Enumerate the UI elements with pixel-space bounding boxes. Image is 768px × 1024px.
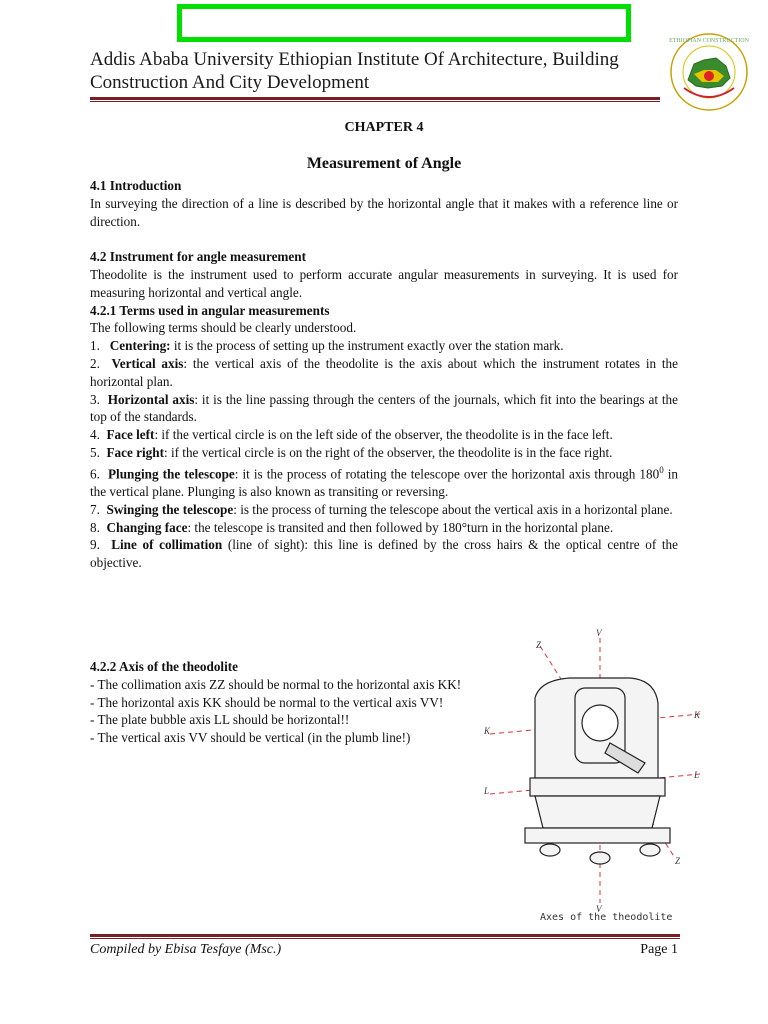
term-item: 5. Face right: if the vertical circle is on the right of the observer, the theodolite is in the face right.: [90, 444, 613, 460]
highlight-box: [177, 4, 631, 42]
term-item: 7. Swinging the telescope: is the process of turning the telescope about the vertical axis in a horizontal plane.: [90, 501, 673, 517]
theodolite-axes-figure: [480, 628, 702, 928]
page-header-title: Addis Ababa University Ethiopian Institute Of Architecture, Building Construction And City Development: [90, 49, 619, 93]
instrument-text: Theodolite is the instrument used to perform accurate angular measurements in surveying. It is used for measuring horizontal and vertical angle.: [90, 266, 678, 300]
axis-label: V: [596, 904, 602, 914]
axis-label: L: [484, 786, 490, 796]
svg-text:ETHIOPIAN CONSTRUCTION: ETHIOPIAN CONSTRUCTION: [669, 38, 749, 44]
footer-author: Compiled by Ebisa Tesfaye (Msc.): [90, 942, 282, 957]
term-item: 4. Face left: if the vertical circle is on the left side of the observer, the theodolite is in the face left.: [90, 427, 613, 443]
intro-text: In surveying the direction of a line is described by the horizontal angle that it makes with a reference line or direction.: [90, 195, 678, 229]
axis-section: [90, 658, 470, 747]
axis-label: K: [694, 710, 701, 720]
axis-item: - The vertical axis VV should be vertical (in the plumb line!): [90, 730, 411, 746]
term-item: 2. Vertical axis: the vertical axis of the theodolite is the axis about which the instrument rotates in the horizontal plan.: [90, 355, 678, 389]
term-item: 1. Centering: it is the process of setting up the instrument exactly over the station mark.: [90, 338, 564, 354]
axis-label: K: [484, 726, 491, 736]
footer-divider: [90, 934, 680, 939]
terms-heading: 4.2.1 Terms used in angular measurements: [90, 302, 330, 318]
axis-item: - The horizontal axis KK should be normal to the vertical axis VV!: [90, 694, 444, 710]
term-item: 3. Horizontal axis: it is the line passing through the centers of the journals, which fit into the bearings at the top of the standards.: [90, 391, 678, 425]
page-number: Page 1: [640, 942, 678, 957]
term-item: 6. Plunging the telescope: it is the process of rotating the telescope over the horizontal axis through $180^0$ in the vertical plane. Plunging is also known as transiting or reversing.: [90, 464, 679, 499]
chapter-title: Measurement of Angle: [306, 155, 462, 172]
intro-heading: 4.1 Introduction: [90, 178, 182, 193]
term-item: 8. Changing face: the telescope is transited and then followed by 180°turn in the horizontal plane.: [90, 519, 614, 535]
main-content: [90, 177, 678, 572]
institute-logo: [664, 30, 754, 114]
instrument-heading: 4.2 Instrument for angle measurement: [90, 249, 306, 265]
chapter-label: CHAPTER 4: [344, 120, 424, 135]
axis-label: L: [694, 770, 700, 780]
axis-label: Z: [536, 640, 542, 650]
term-item: 9. Line of collimation (line of sight): this line is defined by the cross hairs & the optical centre of the objective.: [90, 537, 678, 571]
axis-item: - The collimation axis ZZ should be normal to the horizontal axis KK!: [90, 676, 462, 692]
axis-heading: 4.2.2 Axis of the theodolite: [90, 659, 238, 674]
axis-label: Z: [675, 856, 681, 866]
axis-label: V: [596, 628, 602, 638]
axis-item: - The plate bubble axis LL should be horizontal!!: [90, 712, 350, 728]
header-divider: [90, 97, 660, 102]
terms-intro: The following terms should be clearly understood.: [90, 320, 357, 336]
figure-caption: Axes of the theodolite: [540, 912, 673, 923]
